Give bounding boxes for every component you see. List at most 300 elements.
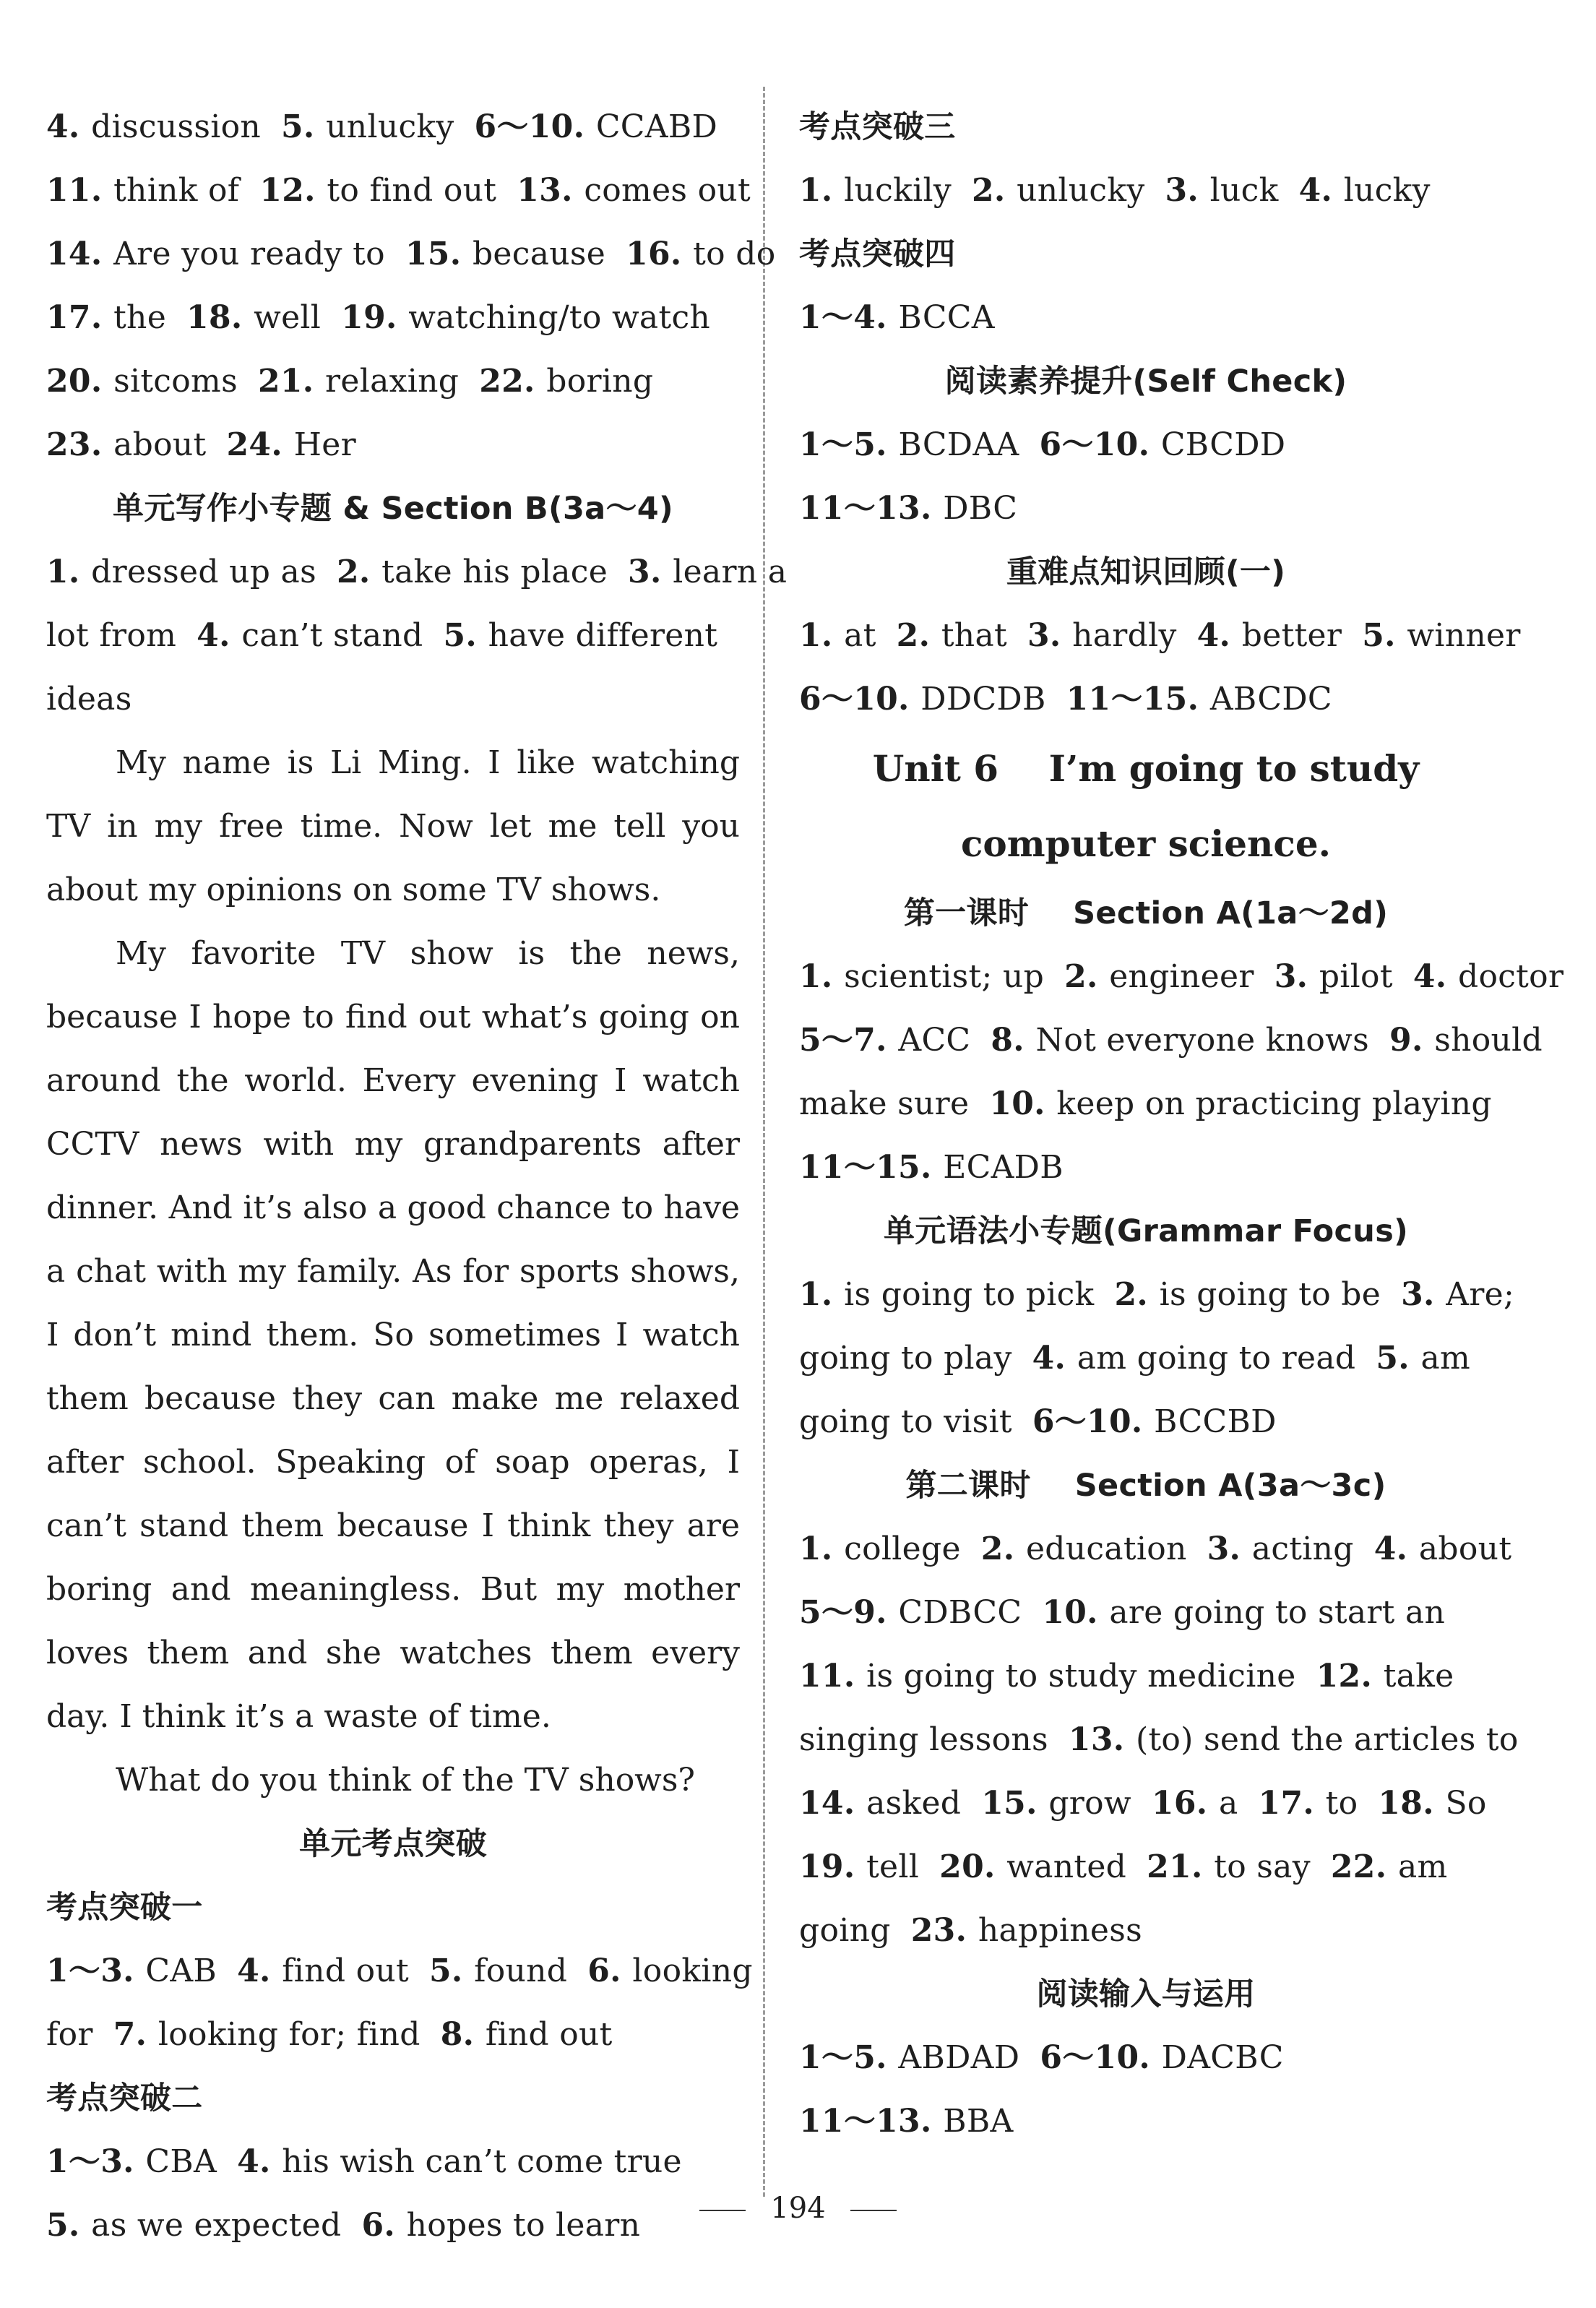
answer-text: boring bbox=[546, 363, 654, 400]
section-heading-lesson1: 第一课时 Section A(1a～2d) bbox=[903, 895, 1389, 931]
answer-item bbox=[799, 172, 952, 209]
answer-number: 18. bbox=[1378, 1785, 1446, 1822]
answer-text: am going to read bbox=[1077, 1340, 1356, 1377]
answer-line bbox=[799, 159, 1493, 223]
answer-text: CDBCC bbox=[898, 1594, 1022, 1631]
answer-line bbox=[799, 286, 1493, 350]
answer-text: CBCDD bbox=[1160, 426, 1286, 463]
section-heading-kd1: 考点突破一 bbox=[46, 1890, 203, 1926]
answer-number: 5. bbox=[1362, 617, 1407, 654]
answer-number: 1～5. bbox=[799, 426, 899, 463]
answer-item bbox=[1032, 1403, 1277, 1440]
answer-number: 4. bbox=[46, 108, 92, 145]
answer-number: 6～10. bbox=[1039, 426, 1161, 463]
answer-text: keep on practicing playing bbox=[1056, 1085, 1492, 1122]
answer-item bbox=[989, 1085, 1492, 1122]
answer-item bbox=[46, 2143, 217, 2180]
answer-item bbox=[628, 554, 787, 590]
answer-line bbox=[799, 2090, 1493, 2153]
answer-number: 4. bbox=[1196, 617, 1242, 654]
unit-title-line-1: Unit 6 I’m going to study bbox=[872, 747, 1420, 790]
footer-dash-left bbox=[699, 2210, 746, 2211]
answer-number: 2. bbox=[971, 172, 1017, 209]
answer-text: think of bbox=[113, 172, 240, 209]
answer-text: lot from bbox=[46, 617, 177, 654]
answer-item bbox=[1147, 1848, 1311, 1885]
answer-number: 3. bbox=[1027, 617, 1073, 654]
answer-number: 12. bbox=[259, 172, 327, 209]
answer-number: 11～13. bbox=[799, 2103, 944, 2140]
answer-item bbox=[1362, 617, 1520, 654]
answer-item bbox=[799, 490, 1017, 527]
answer-line bbox=[799, 1581, 1493, 1645]
answer-number: 15. bbox=[405, 236, 473, 272]
answer-item bbox=[341, 299, 710, 336]
answer-line bbox=[46, 223, 776, 286]
answer-number: 11. bbox=[46, 172, 114, 209]
answer-item bbox=[799, 1340, 1012, 1377]
answer-item bbox=[475, 108, 718, 145]
answer-item bbox=[799, 1912, 891, 1949]
answer-number: 1. bbox=[799, 1530, 845, 1567]
answer-number: 19. bbox=[341, 299, 409, 336]
answer-text: a bbox=[1218, 1785, 1238, 1822]
answer-text: pilot bbox=[1319, 958, 1393, 995]
answer-number: 10. bbox=[989, 1085, 1057, 1122]
answer-text: can’t stand bbox=[241, 617, 423, 654]
answer-number: 2. bbox=[896, 617, 941, 654]
answer-number: 22. bbox=[1330, 1848, 1398, 1885]
answer-number: 10. bbox=[1042, 1594, 1110, 1631]
answer-number: 1. bbox=[799, 617, 845, 654]
answer-line bbox=[799, 945, 1564, 1009]
answer-number: 5. bbox=[281, 108, 327, 145]
answer-text: to find out bbox=[327, 172, 497, 209]
answer-text: luck bbox=[1209, 172, 1279, 209]
answer-text: Her bbox=[293, 426, 356, 463]
answer-number: 13. bbox=[1068, 1721, 1136, 1758]
answer-item bbox=[1027, 617, 1177, 654]
answer-item bbox=[186, 299, 321, 336]
answer-item bbox=[799, 1022, 970, 1059]
answer-item bbox=[981, 1530, 1187, 1567]
answer-text: BBA bbox=[943, 2103, 1014, 2140]
answer-item bbox=[1374, 1530, 1512, 1567]
answer-line bbox=[799, 2026, 1493, 2090]
answer-number: 3. bbox=[1207, 1530, 1252, 1567]
answer-number: 1～3. bbox=[46, 1952, 146, 1989]
answer-text: as we expected bbox=[91, 2207, 342, 2244]
answer-item bbox=[799, 1530, 961, 1567]
answer-line bbox=[46, 1939, 753, 2003]
answer-line bbox=[46, 2003, 740, 2067]
answer-item bbox=[46, 617, 176, 654]
answer-number: 11～15. bbox=[799, 1149, 944, 1186]
answer-text: relaxing bbox=[325, 363, 460, 400]
answer-text: hardly bbox=[1072, 617, 1177, 654]
answer-item bbox=[1299, 172, 1431, 209]
answer-item bbox=[1115, 1276, 1381, 1313]
section-heading-grammar: 单元语法小专题(Grammar Focus) bbox=[883, 1213, 1409, 1249]
answer-text: ACC bbox=[898, 1022, 971, 1059]
answer-text: Not everyone knows bbox=[1035, 1022, 1370, 1059]
answer-number: 7. bbox=[113, 2016, 158, 2053]
unit-title-line-2: computer science. bbox=[960, 822, 1332, 865]
answer-number: 20. bbox=[939, 1848, 1007, 1885]
answer-text: to say bbox=[1214, 1848, 1311, 1885]
answer-item bbox=[799, 681, 1046, 718]
essay-paragraph-3: What do you think of the TV shows? bbox=[116, 1762, 696, 1799]
answer-text: scientist; up bbox=[844, 958, 1045, 995]
answer-item bbox=[46, 108, 261, 145]
answer-number: 4. bbox=[1032, 1340, 1077, 1377]
answer-text: am bbox=[1397, 1848, 1448, 1885]
answer-number: 4. bbox=[237, 2143, 282, 2180]
answer-number: 3. bbox=[1165, 172, 1210, 209]
answer-text: make sure bbox=[799, 1085, 970, 1122]
answer-text: going bbox=[799, 1912, 891, 1949]
answer-line bbox=[799, 413, 1493, 477]
answer-number: 11～13. bbox=[799, 490, 944, 527]
answer-text: education bbox=[1025, 1530, 1187, 1567]
section-heading-reading: 阅读输入与运用 bbox=[1036, 1976, 1256, 2012]
answer-item bbox=[197, 617, 423, 654]
answer-item bbox=[46, 172, 239, 209]
answer-text: should bbox=[1434, 1022, 1543, 1059]
answer-item bbox=[991, 1022, 1369, 1059]
selfcheck-answers bbox=[799, 413, 1493, 541]
answer-line bbox=[46, 286, 740, 350]
answer-text: DBC bbox=[943, 490, 1018, 527]
answer-item bbox=[981, 1785, 1131, 1822]
section-heading-lesson2: 第二课时 Section A(3a～3c) bbox=[905, 1468, 1386, 1504]
answer-item bbox=[1042, 1594, 1445, 1631]
answer-line bbox=[799, 1645, 1493, 1708]
answer-item bbox=[479, 363, 653, 400]
answer-line bbox=[799, 1327, 1493, 1390]
answer-item bbox=[429, 1952, 567, 1989]
answer-number: 21. bbox=[257, 363, 326, 400]
answer-text: have different bbox=[488, 617, 718, 654]
answer-text: to do bbox=[693, 236, 776, 272]
answer-number: 4. bbox=[1412, 958, 1458, 995]
answer-text: happiness bbox=[978, 1912, 1143, 1949]
answer-item bbox=[1389, 1022, 1543, 1059]
answer-number: 11. bbox=[799, 1658, 867, 1695]
left-column bbox=[46, 95, 788, 2257]
section-heading-kd2: 考点突破二 bbox=[46, 2080, 203, 2117]
answer-text: better bbox=[1241, 617, 1342, 654]
answer-number: 21. bbox=[1147, 1848, 1215, 1885]
answer-item bbox=[1331, 1848, 1448, 1885]
answer-item bbox=[1064, 958, 1254, 995]
answer-line bbox=[799, 1009, 1543, 1072]
answer-item bbox=[799, 1085, 969, 1122]
answer-number: 14. bbox=[799, 1785, 867, 1822]
answer-item bbox=[46, 236, 385, 272]
answer-text: CCABD bbox=[595, 108, 718, 145]
section-heading-kd4: 考点突破四 bbox=[799, 236, 956, 272]
essay-paragraph-1: My name is Li Ming. I like watching TV in my free time. Now let me tell you about my opinions on some TV shows. bbox=[46, 744, 740, 908]
answer-text: college bbox=[844, 1530, 961, 1567]
kd3-answers bbox=[799, 159, 1493, 223]
section-heading-writing: 单元写作小专题 & Section B(3a～4) bbox=[113, 491, 673, 527]
answer-text: So bbox=[1445, 1785, 1487, 1822]
answer-text: asked bbox=[866, 1785, 962, 1822]
answer-number: 1. bbox=[46, 554, 92, 590]
answer-line bbox=[46, 668, 740, 731]
answer-item bbox=[281, 108, 454, 145]
answer-number: 24. bbox=[226, 426, 294, 463]
answer-number: 18. bbox=[186, 299, 254, 336]
answer-text: watching/to watch bbox=[408, 299, 711, 336]
answer-item bbox=[46, 681, 132, 718]
answer-line bbox=[799, 1517, 1512, 1581]
answer-number: 2. bbox=[980, 1530, 1026, 1567]
answer-text: BCDAA bbox=[898, 426, 1019, 463]
answer-text: well bbox=[254, 299, 322, 336]
answer-item bbox=[1197, 617, 1342, 654]
answer-line bbox=[46, 413, 740, 477]
answer-line bbox=[799, 668, 1493, 731]
answer-number: 5. bbox=[1376, 1340, 1421, 1377]
answer-number: 11～15. bbox=[1066, 681, 1210, 718]
answer-text: unlucky bbox=[326, 108, 454, 145]
answer-line bbox=[46, 159, 751, 223]
answer-text: to bbox=[1325, 1785, 1358, 1822]
section-heading-selfcheck: 阅读素养提升(Self Check) bbox=[944, 363, 1347, 400]
answer-item bbox=[799, 426, 1019, 463]
answer-item bbox=[799, 2039, 1019, 2076]
answer-text: discussion bbox=[91, 108, 262, 145]
answer-number: 23. bbox=[46, 426, 114, 463]
answer-number: 15. bbox=[981, 1785, 1049, 1822]
answer-number: 6～10. bbox=[799, 681, 921, 718]
answer-item bbox=[626, 236, 775, 272]
answer-number: 16. bbox=[1151, 1785, 1219, 1822]
essay-paragraph-2: My favorite TV show is the news, because I hope to find out what’s going on around the world. Every evening I watch CCTV news with my grandparents after dinner. And it’s also a good chance to have a chat with my family. As for sports shows, I don’t mind them. So sometimes I watch them because they can make me relaxed after school. Speaking of soap operas, I can’t stand them because I think they are boring and meaningless. But my mother loves them and she watches them every day. I think it’s a waste of time. bbox=[46, 935, 740, 1735]
answer-number: 2. bbox=[1114, 1276, 1160, 1313]
section-heading-review: 重难点知识回顾(一) bbox=[1006, 554, 1286, 590]
answer-item bbox=[799, 1721, 1048, 1758]
answer-number: 4. bbox=[197, 617, 242, 654]
answer-text: ABCDC bbox=[1209, 681, 1332, 718]
answer-line bbox=[46, 2130, 740, 2194]
answer-number: 16. bbox=[626, 236, 694, 272]
answer-item bbox=[237, 2143, 682, 2180]
answer-line bbox=[799, 604, 1521, 668]
answer-item bbox=[799, 2103, 1014, 2140]
section-heading-kd3: 考点突破三 bbox=[799, 109, 956, 145]
answer-line bbox=[46, 541, 788, 604]
answer-line bbox=[799, 477, 1493, 541]
answer-item bbox=[1040, 2039, 1283, 2076]
answer-item bbox=[799, 1658, 1296, 1695]
answer-text: take his place bbox=[381, 554, 608, 590]
answer-number: 1～3. bbox=[46, 2143, 146, 2180]
answer-number: 20. bbox=[46, 363, 114, 400]
answer-text: dressed up as bbox=[91, 554, 316, 590]
answer-text: are going to start an bbox=[1109, 1594, 1446, 1631]
answer-text: ideas bbox=[46, 681, 132, 718]
answer-line bbox=[799, 1899, 1493, 1963]
answer-item bbox=[1378, 1785, 1486, 1822]
answer-number: 6. bbox=[361, 2207, 407, 2244]
page-number: 194 bbox=[770, 2192, 826, 2225]
answer-text: hopes to learn bbox=[406, 2207, 641, 2244]
writing-answers bbox=[46, 541, 788, 731]
answer-item bbox=[227, 426, 356, 463]
answer-item bbox=[405, 236, 605, 272]
answer-item bbox=[799, 299, 995, 336]
answer-number: 5. bbox=[443, 617, 488, 654]
answer-item bbox=[799, 958, 1044, 995]
answer-item bbox=[799, 1594, 1022, 1631]
page-footer bbox=[0, 2187, 1596, 2230]
answer-number: 1. bbox=[799, 958, 845, 995]
answer-item bbox=[972, 172, 1145, 209]
answer-number: 2. bbox=[336, 554, 382, 590]
answer-text: learn a bbox=[673, 554, 788, 590]
answer-number: 6～10. bbox=[474, 108, 596, 145]
answer-item bbox=[337, 554, 608, 590]
answer-text: grow bbox=[1048, 1785, 1131, 1822]
answer-line bbox=[799, 1072, 1493, 1136]
answer-text: am bbox=[1420, 1340, 1471, 1377]
answer-item bbox=[1376, 1340, 1470, 1377]
answers-block-1 bbox=[46, 95, 776, 477]
answer-text: BCCBD bbox=[1154, 1403, 1277, 1440]
answer-number: 19. bbox=[799, 1848, 867, 1885]
answer-text: luckily bbox=[844, 172, 952, 209]
answer-text: find out bbox=[485, 2016, 613, 2053]
answer-line bbox=[799, 1835, 1493, 1899]
answer-number: 4. bbox=[1298, 172, 1344, 209]
answer-item bbox=[799, 1276, 1095, 1313]
answer-number: 6. bbox=[587, 1952, 633, 1989]
lesson2-answers bbox=[799, 1517, 1519, 1963]
answer-text: sitcoms bbox=[113, 363, 238, 400]
answer-text: DDCDB bbox=[920, 681, 1046, 718]
answer-number: 6～10. bbox=[1032, 1403, 1155, 1440]
answer-number: 5～7. bbox=[799, 1022, 899, 1059]
model-essay bbox=[46, 731, 740, 1812]
answer-number: 3. bbox=[1401, 1276, 1446, 1313]
answer-item bbox=[1274, 958, 1393, 995]
answer-text: Are; bbox=[1446, 1276, 1515, 1313]
answer-item bbox=[1165, 172, 1279, 209]
answer-number: 1. bbox=[799, 1276, 845, 1313]
answer-text: ECADB bbox=[943, 1149, 1064, 1186]
answer-number: 17. bbox=[46, 299, 114, 336]
answer-item bbox=[1066, 681, 1332, 718]
answer-number: 1～5. bbox=[799, 2039, 899, 2076]
answer-number: 2. bbox=[1064, 958, 1110, 995]
answer-item bbox=[259, 172, 496, 209]
answer-number: 17. bbox=[1258, 1785, 1326, 1822]
answer-item bbox=[113, 2016, 420, 2053]
answer-text: winner bbox=[1407, 617, 1521, 654]
answer-item bbox=[1069, 1721, 1519, 1758]
answer-text: tell bbox=[866, 1848, 920, 1885]
answer-item bbox=[939, 1848, 1126, 1885]
answer-text: unlucky bbox=[1017, 172, 1145, 209]
answer-text: going to visit bbox=[799, 1403, 1012, 1440]
answer-text: looking for; find bbox=[158, 2016, 420, 2053]
answer-number: 5. bbox=[428, 1952, 475, 1989]
answer-item bbox=[1413, 958, 1563, 995]
answer-number: 1. bbox=[799, 172, 845, 209]
answer-text: the bbox=[113, 299, 167, 336]
answer-number: 3. bbox=[628, 554, 673, 590]
answer-text: found bbox=[474, 1952, 568, 1989]
answer-text: at bbox=[844, 617, 876, 654]
answer-item bbox=[46, 299, 166, 336]
answer-item bbox=[1316, 1658, 1454, 1695]
answer-text: going to play bbox=[799, 1340, 1012, 1377]
answer-item bbox=[1152, 1785, 1238, 1822]
answer-item bbox=[444, 617, 718, 654]
section-heading-unit-points: 单元考点突破 bbox=[299, 1826, 487, 1862]
answer-item bbox=[441, 2016, 613, 2053]
answer-number: 23. bbox=[910, 1912, 978, 1949]
answer-text: about bbox=[1418, 1530, 1512, 1567]
answer-text: wanted bbox=[1006, 1848, 1127, 1885]
answer-item bbox=[799, 617, 876, 654]
footer-dash-right bbox=[850, 2210, 897, 2211]
answer-number: 6～10. bbox=[1040, 2039, 1162, 2076]
answer-text: that bbox=[941, 617, 1007, 654]
answer-number: 14. bbox=[46, 236, 114, 272]
answer-item bbox=[46, 363, 238, 400]
answer-number: 22. bbox=[479, 363, 547, 400]
answer-number: 8. bbox=[440, 2016, 486, 2053]
answer-line bbox=[799, 1136, 1493, 1200]
answer-text: about bbox=[113, 426, 207, 463]
review-answers bbox=[799, 604, 1521, 731]
answer-number: 8. bbox=[991, 1022, 1036, 1059]
answer-text: is going to pick bbox=[844, 1276, 1095, 1313]
answer-item bbox=[1259, 1785, 1358, 1822]
answer-text: acting bbox=[1251, 1530, 1354, 1567]
answer-item bbox=[46, 2016, 93, 2053]
answer-line bbox=[46, 95, 740, 159]
column-divider bbox=[763, 87, 765, 2197]
answer-line bbox=[799, 1263, 1515, 1327]
answer-item bbox=[46, 426, 207, 463]
answer-text: engineer bbox=[1109, 958, 1254, 995]
answer-item bbox=[911, 1912, 1142, 1949]
answer-number: 13. bbox=[517, 172, 585, 209]
answer-item bbox=[1040, 426, 1286, 463]
kd1-answers bbox=[46, 1939, 753, 2067]
answer-text: for bbox=[46, 2016, 93, 2053]
answer-number: 9. bbox=[1389, 1022, 1435, 1059]
answer-text: is going to be bbox=[1159, 1276, 1381, 1313]
answer-number: 4. bbox=[1373, 1530, 1419, 1567]
answer-number: 5～9. bbox=[799, 1594, 899, 1631]
answer-number: 4. bbox=[237, 1952, 282, 1989]
answer-text: lucky bbox=[1343, 172, 1431, 209]
answer-item bbox=[1401, 1276, 1514, 1313]
answer-item bbox=[46, 554, 316, 590]
answer-item bbox=[897, 617, 1007, 654]
answer-text: doctor bbox=[1457, 958, 1564, 995]
answer-text: ABDAD bbox=[898, 2039, 1020, 2076]
answer-line bbox=[799, 1772, 1493, 1835]
answer-text: find out bbox=[282, 1952, 409, 1989]
answer-item bbox=[517, 172, 751, 209]
